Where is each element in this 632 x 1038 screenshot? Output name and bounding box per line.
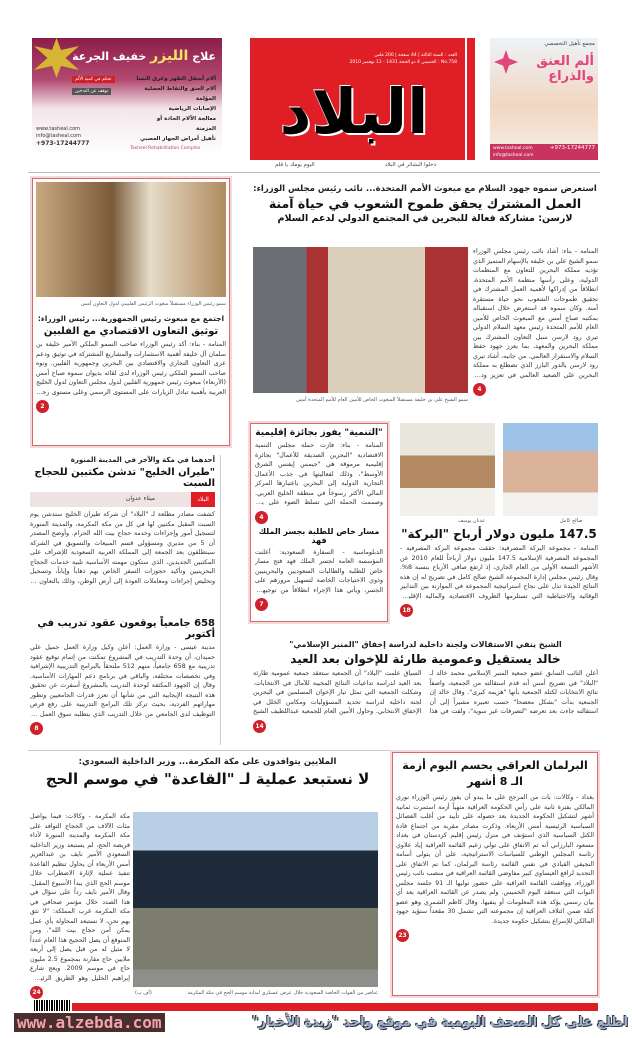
philippines-photo <box>36 182 226 297</box>
page-ref-badge[interactable]: 24 <box>30 986 43 999</box>
barcode <box>34 1000 70 1011</box>
ad-brand: مجمع تأهيل التخصصي <box>544 41 595 47</box>
photo-adnan-yousif <box>400 423 495 516</box>
page-ref-badge[interactable]: 8 <box>30 722 43 735</box>
page-ref-badge[interactable]: 4 <box>255 511 268 524</box>
hajj-headline[interactable]: لا نستبعد عملية لـ "القاعدة" في موسم الحج <box>45 770 370 788</box>
ad-item: الإصابات الرياضية <box>168 106 216 112</box>
ad-brand: Tasheel Rehabilitation Complex <box>130 146 201 151</box>
divider <box>28 172 600 173</box>
lead-kicker: استعرض سموه جهود السلام مع مبعوث الأمم المتحدة... نائب رئيس مجلس الوزراء: <box>253 184 597 194</box>
ad-phone: +973-17244777 <box>549 145 595 151</box>
gulfair-body: كشفت مصادر مطلعة لـ "البلاد" أن شركة طيران الخليج ستدشن يوم السبت المقبل مكتبين لها في كل من مكة المكرمة، والمدينة المنورة لتسجيل أمور وإجراءات وخدمة حجاج بيت الله الحرام. وأوضح المصدر أن 5 من مديري ومسؤولي قسم المبيعات والتسويق في الشركة سينطلقون بعد الجمعة إلى المملكة العربية السعودية للإشراف على المكتبين الجديدين، الذي ستكون مهمته الأساسية تلبية خدمات الحجاج البحرينيين وتأكيد حجوزات السفر الخاص بهم ذهاباً وإياباً، وتسجيل وتخليص إجراءات ومعاملات العودة إلى أرض الوطن، وذلك بالتعاون مع <box>30 511 215 585</box>
price: 200 فلس <box>374 53 394 58</box>
issue-label: العدد <box>447 53 457 58</box>
site-link[interactable]: www.alzebda.com <box>14 1013 165 1032</box>
gulfair-headline[interactable]: "طيران الخليج" تدشن مكتبين للحجاج السبت <box>34 467 215 489</box>
masthead-logo: البلاد <box>279 75 429 148</box>
pages: 44 صفحة <box>398 53 417 58</box>
ad-neck-pain[interactable] <box>490 38 598 160</box>
hajj-body: مكة المكرمة - وكالات: فيما يواصل مئات الآلاف من الحجاج التوافد على مكة المكرمة والمدينة المنورة لأداء فريضة الحج، لم يستبعد وزير الداخلية السعودي الأمير نايف بن عبدالعزيز أمس الأربعاء أن يحاول تنظيم القاعدة تنفيذ عملية لإثارة الاضطراب خلال موسم الحج الذي يبدأ الأسبوع المقبل. وقال الأمير نايف رداً على سؤال في هذا الصدد خلال مؤتمر صحافي في مكة المكرمة غرب المملكة: "لا نثق بهم نحن، لا نستبعد المحاولة بأي عمل يمكن أمن حجاج بيت الله". ومن المتوقع أن يصل الحجيج هذا العام عدداً لا مثيل له من قبل يصل إلى أربعة ملايين حاج مقارنة بمجموع 2.5 مليون حاج في موسم 2009. ويعج شارع إبراهيم الخليل وهو الطريق الرئيسي <box>30 813 130 982</box>
iraq-body: بغداد - وكالات: بات من المرجح على ما يبدو أن يفوز رئيس الوزراء نوري المالكي بفترة ثانية على رأس الحكومة العراقية منهياً أزمة استمرت ثمانية أشهر لتشكيل الحكومة الجديدة بعد حصوله على تأييد من أغلب الفصائل السياسية الرئيسية أمس الأربعاء. وذكرت مصادر مقربة من اجتماع قادة الكتل السياسية الذي استؤنف في منزل رئيس إقليم كردستان في بغداد مسعود البارزاني أنه تم الاتفاق على تولي زعيم القائمة العراقية إياد علاوي رئاسة المجلس الوطني للسياسات الاستراتيجية، على أن يتولى أسامة النجيفي القيادي في نفس القائمة رئاسة البرلمان، كما تم الاتفاق على التجديد لرافع العيساوي كبير مفاوضي القائمة العراقية في منصب نائب رئيس الوزراء. ووافقت القائمة العراقية على حضور توليها الـ 91 جلسة مجلس النواب التي ستعقد اليوم الخميس. ولم يصدر عن القائمة العراقية بعد أي بيان رسمي يؤكد هذه المعلومات أو ينفيها، وقال كاظم الشمري وهو عضو كتلة ضمن ائتلاف العراقية إن مجموعته التي تشمل 30 مقعداً ستؤيد جهود المالكي للإسراع بتشكيل حكومة جديدة. <box>396 794 594 925</box>
khaled-body: أعلن النائب السابق عضو جمعية المنبر الإسلامي محمد خالد لـ "البلاد" في تصريح أمس أنه قدم استقالته من الجمعية، واصفاً نتائج الانتخابات لكتلة الجمعية بأنها "هزيمة كبرى". وقال خالد إن الجمعية بدأت "بشكل معضحا" حسب تعبيره مشيراً إلى أن استقالته جاءت بعد تعرضه "لتصرفات غير سوية"، ولفت في هذا السياق علمت "البلاد" أن الجمعية ستعقد جمعية عمومية طارئة بعد العيد لدراسة تداعيات النتائج المخيبة للآمال في الانتخابات. وشكلت الجمعية التي تمثل تيار الإخوان المسلمين في البحرين لجنة داخلية لدراسة تحديد المسؤوليات ومكامن الخلل في الإخفاق الانتخابي. وحاول الأمين العام للجمعية عبداللطيف الشيخ <box>253 670 598 715</box>
philippines-body: المنامة - بناء: أكد رئيس الوزراء صاحب السمو الملكي الأمير خليفة بن سلمان آل خليفة أهمية الاستثمارات والمشاريع المشتركة في توثيق ودعم عرى التعاون التجاري والاقتصادي بين البحرين وجمهورية الفلبين. ونوه صاحب السمو الملكي رئيس الوزراء لدى لقائه بديوان سموه صباح أمس (الأربعاء) مبعوث رئيس جمهورية الفلبين لدول مجلس التعاون لدول الخليج العربية بأهمية تبادل الزيارات على المستوى الرسمي وعلى مستوى رجال <box>36 341 226 396</box>
issue-number: No.758 <box>440 60 457 65</box>
masthead: العدد : السنة الثالثة | 44 صفحة | 200 فلس No.758 : الخميس 4 ذو الحجة 1431 - 11 نوفمبر 2010 البلاد <box>250 38 465 160</box>
lead-headline[interactable]: العمل المشترك يحقق طموح الشعوب في حياة آمنة <box>268 196 582 211</box>
ad-item: آلام العنق والتقاط العضلية المؤلمة <box>144 86 216 102</box>
hajj-kicker: الملايين يتوافدون على مكة المكرمة... وزير الداخلية السعودي: <box>78 757 337 767</box>
tanmia-headline[interactable]: "التنمية" يفوز بجائزة إقليمية <box>255 428 383 438</box>
page-ref-badge[interactable]: 14 <box>253 720 266 733</box>
ad-title-main: الليزر <box>150 48 189 64</box>
hajj-credit: (أف ب) <box>135 990 152 996</box>
column-rule <box>220 455 221 745</box>
lead-body: المنامة - بناء: أشاد نائب رئيس مجلس الوزراء سمو الشيخ علي بن خليفة بالإسهام المتميز الذي تؤديه مملكة البحرين للتعاون مع المنظمات الدولية، وعلى رأسها منظمة الأمم المتحدة، انطلاقاً من إدراكها لأهمية العمل المشترك في تحقيق طموحات الشعوب نحو حياة مستقرة آمنة. وكان سموه قد استعرض خلال استقباله بمكتبه صباح أمس مع المبعوث الخاص للأمين العام للأمم المتحدة رئيس معهد السلام الدولي تيري رود لارسن سبل التعاون المشترك بين مملكة البحرين والمعهد، بما يعزز جهود حفظ السلام والاستقرار العالمي. من جانبه، أشاد تيري رود لارسن بالدور البارز الذي تضطلع به مملكة البحرين على الصعيد العالمي في تعزيز ودعم <box>473 248 598 379</box>
page-ref-badge[interactable]: 2 <box>36 400 49 413</box>
bridge-body: الدبلوماسية - السفارة السعودية: أعلنت المؤسسة العامة لجسر الملك فهد فتح مسار خاص للطلبة والطالبات السعوديين والبحرينيين وذوي الاحتياجات الخاصة لتسهيل مرورهم على الجسر، ويأتي هذا الإجراء انطلاقاً من توجيهات <box>255 548 383 594</box>
philippines-headline[interactable]: توثيق التعاون الاقتصادي مع الفلبين <box>43 326 219 337</box>
khaled-headline[interactable]: خالد يستقيل وعمومية طارئة للإخوان بعد العيد <box>290 652 561 666</box>
lead-subhead: لارسن: مشاركة فعالة للبحرين في المجتمع الدولي لدعم السلام <box>277 213 573 224</box>
hajj-caption: عناصر من القوات الخاصة السعودية خلال عرض عسكري لبداية موسم الحج في مكة المكرمة <box>187 990 378 996</box>
ad-laser-treatment[interactable] <box>32 38 222 156</box>
slogan-left: اليوم يومك يا قلم <box>275 162 315 168</box>
footer-banner[interactable]: اطلع على كل الصحف اليومية في موقع واحد "زبدة الأخبار" <box>251 1015 628 1030</box>
footer-red-strip <box>72 1003 598 1011</box>
ad-site[interactable]: www.tasheal.com <box>36 126 80 132</box>
lead-caption: سمو الشيخ علي بن خليفة مستقبلاً المبعوث الخاص للأمين العام للأمم المتحدة أمس <box>296 397 468 403</box>
ad-pink-starburst-icon <box>494 50 518 74</box>
jamei-headline[interactable]: 658 جامعياً يوقعون عقود تدريب في أكتوبر <box>37 618 215 640</box>
ad-site[interactable]: www.tasheal.com <box>493 146 533 151</box>
masthead-side-strip <box>467 38 475 160</box>
gulfair-kicker: أحدهما في مكة والآخر في المدينة المنورة <box>70 456 215 464</box>
jamei-body: مدينة عيسى - وزارة العمل: أعلن وكيل وزارة العمل جميل علي حميدان، أن وحدة التدريب في المشروع تمكنت من إتمام توقيع عقود تدريبية مع 658 جامعياً، منهم 512 ملتحقاً بالبرامج التدريبية الإشرافية وفي تخصصات مختلفة، والباقي في برنامج دعم المهارات الأساسية. وقال إن الجهود المكثفة لوحدة التدريب بالمشروع أسفرت عن تحقيق هذه النتيجة الإيجابية التي من شأنها أن تعزز قدرات الجامعيين وتطور مهاراتهم الفردية، بحيث تركز تلك البرامج التدريبية على رفع فرص التوظيف لدى الجامعي من خلال التدريب الذي يتطلبه سوق العمل بما <box>30 644 215 718</box>
bridge-headline[interactable]: مسار خاص للطلبة بجسر الملك فهد <box>258 526 380 545</box>
baraka-headline[interactable]: 147.5 مليون دولار أرباح "البركة" <box>401 527 597 541</box>
ad-email[interactable]: info@tasheal.com <box>36 133 81 139</box>
hajj-photo <box>133 812 378 987</box>
page-ref-badge[interactable]: 4 <box>473 383 486 396</box>
philippines-kicker: اجتمع مع مبعوث رئيس الجمهورية... رئيس الوزراء: <box>37 314 225 323</box>
photo-saleh-kamel <box>503 423 598 516</box>
page-ref-badge[interactable]: 7 <box>255 598 268 611</box>
ad-badge: تحكم في كمية الألم <box>72 76 115 83</box>
author-name: ميثاء عدوان <box>125 495 155 502</box>
ad-item: آلام أسفل الظهر وعرق النسا <box>136 76 216 82</box>
ad-email[interactable]: info@tasheal.com <box>493 153 534 158</box>
ad-title-post: خفيف الجرعة <box>72 50 147 63</box>
author-bar <box>30 492 215 507</box>
slogan-right: دخلوا البشائر في البلاد <box>385 162 437 168</box>
page-ref-badge[interactable]: 23 <box>396 929 409 942</box>
caption-saleh-kamel: صالح كامل <box>560 518 583 524</box>
ad-title: ألم العنق والذراع <box>536 54 594 84</box>
ad-phone: +973-17244777 <box>36 140 90 147</box>
date: الخميس 4 ذو الحجة 1431 - 11 نوفمبر 2010 <box>349 60 437 65</box>
ad-item: تأهيل أمراض الجهاز العصبي <box>140 136 216 142</box>
tanmia-body: المنامة - بناء: فازت حملة مجلس التنمية الاقتصادية "البحرين الصديقة للأعمال" بجائزة إقليمية مرموقة هي "جيمس إيفنس الشرق الأوسط"، وذلك لفعاليتها في جذب الأعمال التجارية الدولية إلى البحرين باعتبارها المركز المالي الأكثر رسوخاً في منطقة الخليج العربي. وصممت الحملة التي تسلط الضوء على بيئة <box>255 442 383 506</box>
page-ref-badge[interactable]: 18 <box>400 604 413 617</box>
ad-item: معالجة الآلام الحادة أو المزمنة <box>156 116 216 132</box>
baraka-body: المنامة - مجموعة البركة المصرفية: حققت مجموعة البركة المصرفية - المجموعة المصرفية الإسلامية 147.5 مليون دولار أرباحاً للعام 2010 عن الأشهر التسعة الأولى من العام الجاري، إذ ارتفع صافي الأرباح بنسبة 8%. وقال رئيس مجلس إدارة المجموعة الشيخ صالح كامل في تصريح له إن هذه النتائج الجيدة تدل على نجاح استراتيجية المجموعة في الموازنة بين التدابير الوقائية والاحتياطية التي تستلزمها الظروف الاقتصادية والمالية الإقليمية <box>400 545 598 600</box>
brand-tag: البلاد <box>191 492 215 507</box>
iraq-headline[interactable]: البرلمان العراقي يحسم اليوم أزمة الـ 8 أشهر <box>402 759 588 788</box>
divider <box>28 750 598 751</box>
caption-adnan-yousif: عدنان يوسف <box>458 518 486 524</box>
ad-badge: توقف عن التدخين <box>72 88 111 95</box>
philippines-caption: سمو رئيس الوزراء مستقبلاً مبعوث الرئيس الفلبيني لدول التعاون أمس <box>80 301 226 307</box>
ad-title-pre: علاج <box>192 50 216 63</box>
khaled-kicker: الشيخ ينفي الاستقالات ولجنة داخلية لدراسة إخفاق "المنبر الإسلامي" <box>289 640 562 649</box>
year: السنة الثالثة <box>421 53 444 58</box>
lead-photo <box>253 247 468 393</box>
